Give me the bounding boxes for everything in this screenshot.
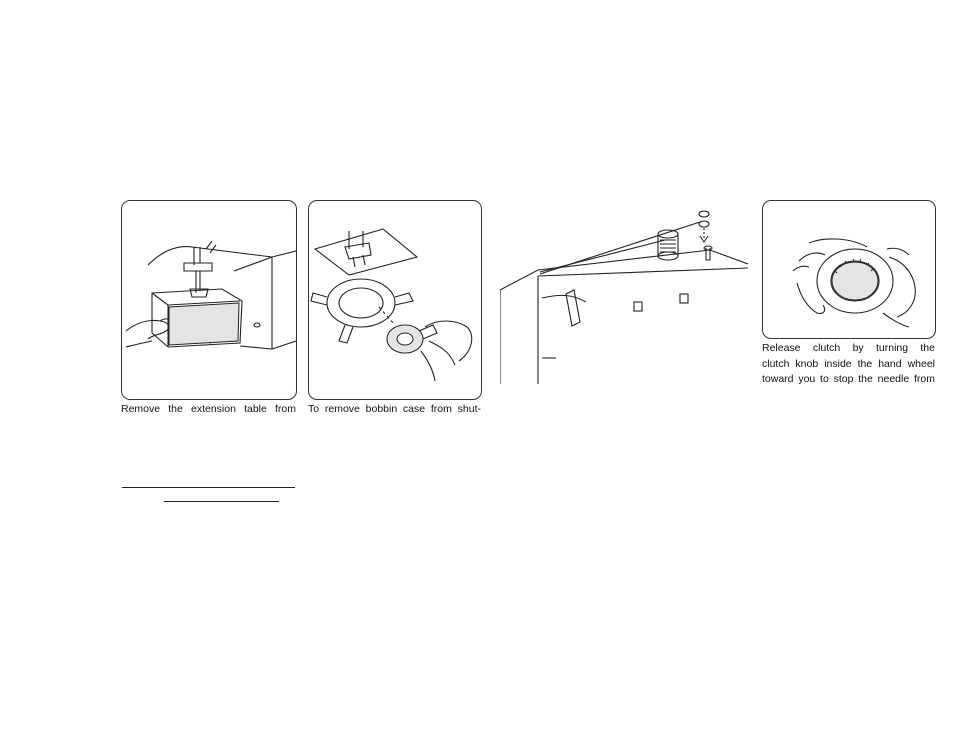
bobbin-case-illustration-icon [309,201,481,399]
caption-line: To remove bobbin case from shut- [308,403,481,415]
spool-thread-illustration-icon [500,198,748,384]
divider-line [164,501,279,502]
figure-panel-bobbin-case [308,200,482,400]
caption-bobbin-case [308,402,481,418]
divider-line [122,487,295,488]
caption-line: Release clutch by turning the [762,342,935,354]
figure-panel-release-clutch [762,200,936,339]
caption-extension-table [121,402,296,418]
figure-spool-thread [500,198,748,384]
caption-line: toward you to stop the needle from [762,373,935,385]
extension-table-illustration-icon [122,201,296,399]
figure-panel-extension-table [121,200,297,400]
hand-wheel-clutch-illustration-icon [763,201,935,338]
caption-line: clutch knob inside the hand wheel [762,357,935,370]
caption-line: Remove the extension table from [121,403,296,415]
caption-release-clutch [762,341,935,388]
